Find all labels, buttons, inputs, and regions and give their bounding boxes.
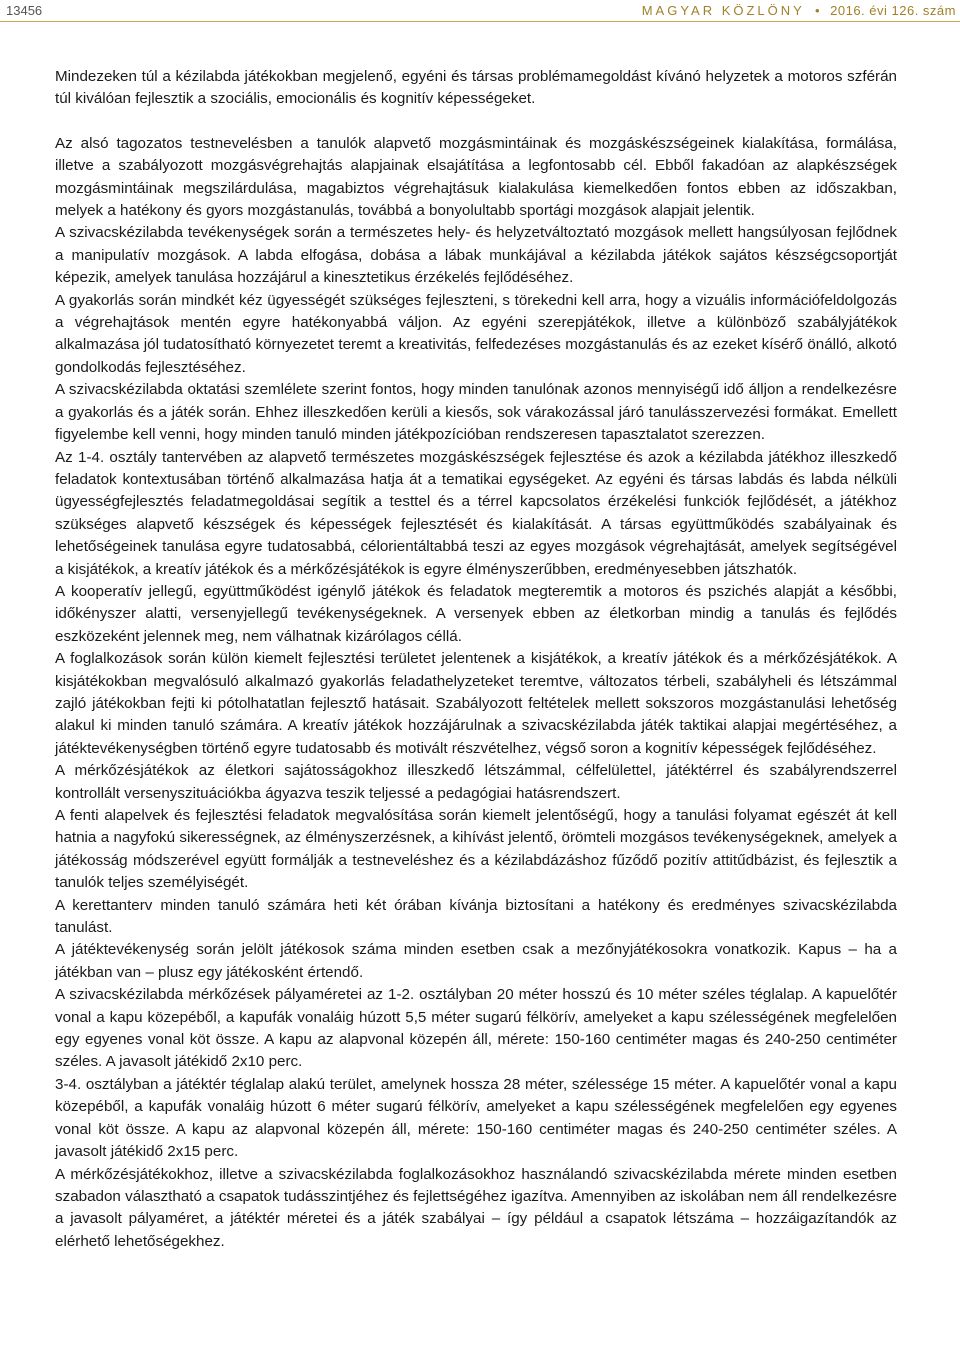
- paragraph: A szivacskézilabda mérkőzések pályaméretei az 1-2. osztályban 20 méter hosszú és 10 méter széles téglalap. A kapuelőtér vonal a kapu közepéből, a kapufák vonaláig húzott 5,5 méter sugarú félkörív, amelyeket a kapu szélességének megfelelően egy egyenes vonal köt össze. A kapu az alapvonal közepén áll, mérete: 150-160 centiméter magas és 240-250 centiméter széles. A javasolt játékidő 2x10 perc.: [55, 986, 897, 1071]
- paragraph: A kerettanterv minden tanuló számára heti két órában kívánja biztosítani a hatékony és eredményes szivacskézilabda tanulást.: [55, 896, 897, 937]
- page-number: 13456: [6, 3, 43, 18]
- paragraph: A mérkőzésjátékok az életkori sajátosságokhoz illeszkedő létszámmal, célfelülettel, játéktérrel és szabályrendszerrel kontrollált versenyszituációkba ágyazva teszik teljessé a pedagógiai hatásrendszert.: [55, 762, 897, 802]
- paragraph: Az alsó tagozatos testnevelésben a tanulók alapvető mozgásmintáinak és mozgáskészségeinek kialakítása, formálása, illetve a szabályozott mozgásvégrehajtás alapjainak elsajátítása a legfontosabb cél. Ebből fakadóan az alapkészségek mozgásmintáinak megszilárdulása, magabiztos végrehajtásuk kialakulása kiemelkedően fontos ebben az időszakban, melyek a hatékony és gyors mozgástanulás, továbbá a bonyolultabb sportági mozgások alapjait jelentik.: [55, 134, 897, 220]
- document-body: [55, 66, 897, 1253]
- paragraph: A szivacskézilabda tevékenységek során a természetes hely- és helyzetváltoztató mozgások mellett hangsúlyosan fejlődnek a manipulatív mozgások. A labda elfogása, dobása a lábak munkájával a kézilabda játékok sajátos készségcsoportját képezik, amelyek tanulása hozzájárul a kinesztetikus érzékelés fejlődéséhez.: [55, 224, 897, 287]
- journal-title: MAGYAR KÖZLÖNY: [641, 3, 805, 18]
- paragraph: A foglalkozások során külön kiemelt fejlesztési területet jelentenek a kisjátékok, a kreatív játékok és a mérkőzésjátékok. A kisjátékokban megvalósuló alkalmazó gyakorlás feladathelyzeteket teremtve, változatos térbeli, szabályheli és létszámmal zajló játékokban fejti ki pótolhatatlan fejlesztő hatásait. Szabályozott feltételek mellett sokszoros mozgástanulási lehetőség alakul ki minden tanuló számára. A kreatív játékok hozzájárulnak a szivacskézilabda játék taktikai alapjai megértéséhez, a játéktevékenységben történő egyre tudatosabb és motivált részvételhez, végső soron a kognitív képességek fejlődéséhez.: [55, 650, 897, 757]
- paragraph-intro: Mindezeken túl a kézilabda játékokban megjelenő, egyéni és társas problémamegoldást kívánó helyzetek a motoros szférán túl kiválóan fejlesztik a szociális, emocionális és kognitív képességeket.: [55, 68, 897, 108]
- paragraph: A játéktevékenység során jelölt játékosok száma minden esetben csak a mezőnyjátékosokra vonatkozik. Kapus – ha a játékban van – plusz egy játékosként értendő.: [55, 941, 897, 981]
- paragraph: Az 1-4. osztály tantervében az alapvető természetes mozgáskészségek fejlesztése és azok a kézilabda játékhoz illeszkedő feladatok kontextusában történő alkalmazása hatja át a tematikai egységeket. Az egyéni és társas labdás és labda nélküli ügyességfejlesztés feladatmegoldásai segítik a testtel és a térrel kapcsolatos érzékelési funkciók fejlődését, a játékhoz szükséges alapvető készségek és képességek fejlesztését és kialakítását. A társas együttműködés szabályainak és lehetőségeinek tanulása egyre tudatosabbá, célorientáltabbá teszi az egyes mozgások végrehajtását, amelyek segítségével a kisjátékok, a kreatív játékok és a mérkőzésjátékok is egyre élményszerűbben, eredményesebben játszhatók.: [55, 448, 897, 578]
- header-divider: [0, 21, 960, 22]
- paragraph: A fenti alapelvek és fejlesztési feladatok megvalósítása során kiemelt jelentőségű, hogy a tanulási folyamat egészét át kell hatnia a nagyfokú sikerességnek, az élményszerzésnek, a kihívást jelentő, örömteli mozgásos tevékenységeknek, amelyek a játékosság módszerével együtt formálják a testneveléshez és a kézilabdázáshoz fűződő pozitív attitűdbázist, és fejlesztik a tanulók teljes személyiségét.: [55, 807, 897, 892]
- page-header: [0, 0, 960, 22]
- journal-info: [642, 3, 956, 18]
- paragraph: A mérkőzésjátékokhoz, illetve a szivacskézilabda foglalkozásokhoz használandó szivacskézilabda mérete minden esetben szabadon választható a csapatok tudásszintjéhez és fejlettségéhez igazítva. Amennyiben az iskolában nem áll rendelkezésre a javasolt pályaméret, a játéktér méretei és a játék szabályai – így például a csapatok létszáma – hozzáigazítandók az elérhető lehetőségekhez.: [55, 1165, 897, 1250]
- issue-label: 2016. évi 126. szám: [830, 3, 956, 18]
- separator-bullet: •: [814, 3, 821, 18]
- paragraph: A szivacskézilabda oktatási szemlélete szerint fontos, hogy minden tanulónak azonos mennyiségű idő álljon a rendelkezésre a gyakorlás és a játék során. Ehhez illeszkedően kerüli a kiesős, sok várakozással járó tanulásszervezési formákat. Emellett figyelembe kell venni, hogy minden tanuló minden játékpozícióban rendszeresen tapasztalatot szerezzen.: [55, 381, 897, 444]
- paragraph: A gyakorlás során mindkét kéz ügyességét szükséges fejleszteni, s törekedni kell arra, hogy a vizuális információfeldolgozás a végrehajtások mentén egyre hatékonyabbá váljon. Az egyéni szerepjátékok, illetve a különböző szabályjátékok alkalmazása jól tudatosítható környezetet teremt a kreativitás, felfedezéses mozgástanulás és az ezeket kísérő önálló, alkotó gondolkodás fejlesztéséhez.: [55, 291, 897, 376]
- paragraph: 3-4. osztályban a játéktér téglalap alakú terület, amelynek hossza 28 méter, szélessége 15 méter. A kapuelőtér vonal a kapu közepéből, a kapufák vonaláig húzott 6 méter sugarú félkörív, amelyeket a kapu szélességének megfelelően egy egyenes vonal köt össze. A kapu az alapvonal közepén áll, mérete: 150-160 centiméter magas és 240-250 centiméter széles. A javasolt játékidő 2x15 perc.: [55, 1075, 897, 1161]
- paragraph: A kooperatív jellegű, együttműködést igénylő játékok és feladatok megteremtik a motoros és pszichés alapját a későbbi, időkényszer alatti, versenyjellegű tevékenységeknek. A versenyek ebben az életkorban mindig a tanulás és fejlődés eszközeként jelennek meg, nem válhatnak kizárólagos céllá.: [55, 582, 897, 645]
